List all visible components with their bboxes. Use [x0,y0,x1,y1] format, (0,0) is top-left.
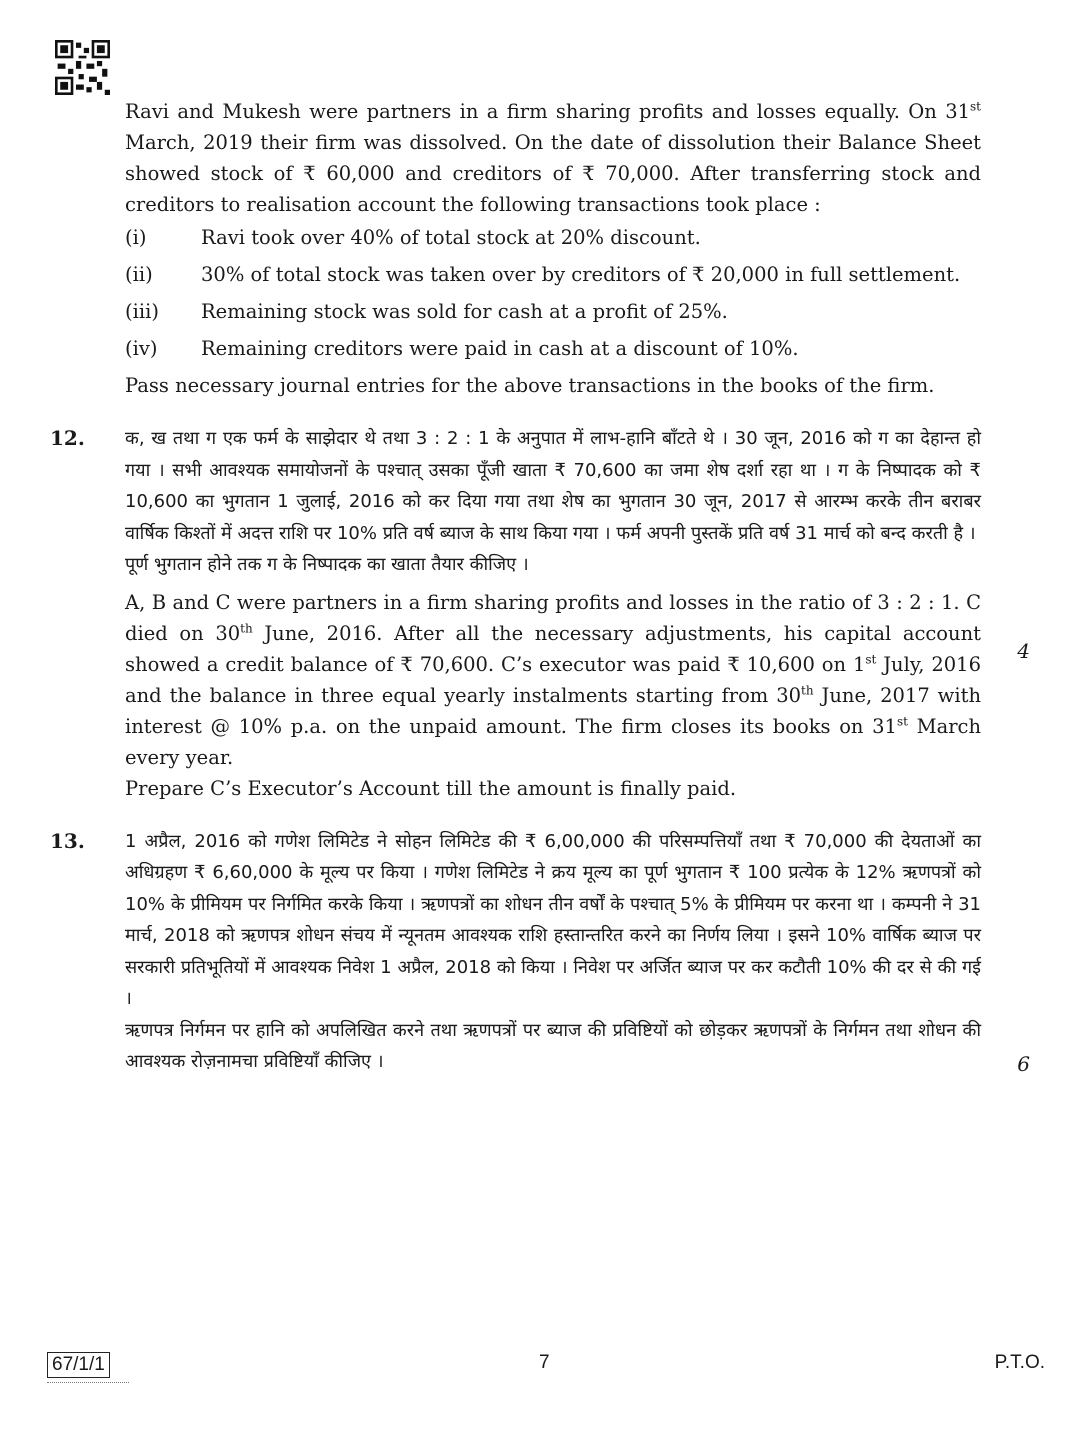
question-13-hindi-instruction: ऋणपत्र निर्गमन पर हानि को अपलिखित करने तथा ऋणपत्रों पर ब्याज की प्रविष्टियों को छोड़कर ऋणपत्रों के निर्गमन तथा शोधन की आवश्यक रोज़नामचा प्रविष्टियाँ कीजिए । [125,1019,981,1072]
page-footer [47,1352,1045,1382]
question-12 [50,423,1040,804]
question-12-english-instruction: Prepare C’s Executor’s Account till the amount is finally paid. [125,776,737,800]
page-content [50,96,1040,1078]
question-11-paragraph: Ravi and Mukesh were partners in a firm sharing profits and losses equally. On 31st March, 2019 their firm was dissolved. On the date of dissolution their Balance Sheet showed stock of ₹ 60,000 and creditors of ₹ 70,000. After transferring stock and creditors to realisation account the following transactions took place : [125,99,981,216]
list-item: (iii) Remaining stock was sold for cash at a profit of 25%. [125,300,728,323]
question-number: 13. [50,828,85,853]
qr-code [55,40,110,95]
question-11-continued [50,96,1040,401]
question-12-english-paragraph: A, B and C were partners in a firm sharing profits and losses in the ratio of 3 : 2 : 1. C died on 30th June, 2016. After all the necessary adjustments, his capital account showed a credit balance of ₹ 70,600. C’s executor was paid ₹ 10,600 on 1st July, 2016 and the balance in three equal yearly instalments starting from 30th June, 2017 with interest @ 10% p.a. on the unpaid amount. The firm closes its books on 31st March every year. [125,590,982,769]
question-11-transactions [125,222,981,364]
question-12-hindi-paragraph: क, ख तथा ग एक फर्म के साझेदार थे तथा 3 : 2 : 1 के अनुपात में लाभ-हानि बाँटते थे । 30 जून, 2016 को ग का देहान्त हो गया । सभी आवश्यक समायोजनों के पश्चात् उसका पूँजी खाता ₹ 70,600 का जमा शेष दर्शा रहा था । ग के निष्पादक को ₹ 10,600 का भुगतान 1 जुलाई, 2016 को कर दिया गया तथा शेष का भुगतान 30 जून, 2017 से आरम्भ करके तीन बराबर वार्षिक किश्तों में अदत्त राशि पर 10% प्रति वर्ष ब्याज के साथ किया गया । फर्म अपनी पुस्तकें प्रति वर्ष 31 मार्च को बन्द करती है । [125,428,981,544]
question-12-hindi-instruction: पूर्ण भुगतान होने तक ग के निष्पादक का खाता तैयार कीजिए । [125,554,529,575]
question-13-hindi-paragraph: 1 अप्रैल, 2016 को गणेश लिमिटेड ने सोहन लिमिटेड की ₹ 6,00,000 की परिसम्पत्तियाँ तथा ₹ 70,000 की देयताओं का अधिग्रहण ₹ 6,60,000 के मूल्य पर किया । गणेश लिमिटेड ने क्रय मूल्य का पूर्ण भुगतान ₹ 100 प्रत्येक के 12% ऋणपत्रों को 10% के प्रीमियम पर निर्गमित करके किया । ऋणपत्रों का शोधन तीन वर्षों के पश्चात् 5% के प्रीमियम पर करना था । कम्पनी ने 31 मार्च, 2018 को ऋणपत्र शोधन संचय में न्यूनतम आवश्यक राशि हस्तान्तरित करने का निर्णय लिया । इसने 10% वार्षिक ब्याज पर सरकारी प्रतिभूतियों में आवश्यक निवेश 1 अप्रैल, 2018 को किया । निवेश पर अर्जित ब्याज पर कर कटौती 10% की दर से की गई । [125,830,981,1009]
paper-code: 67/1/1 [47,1352,110,1378]
code-strip [47,1382,129,1387]
list-item: (iv) Remaining creditors were paid in cash at a discount of 10%. [125,337,799,360]
marks: 4 [1017,639,1030,663]
question-13 [50,826,1040,1078]
question-11-instruction: Pass necessary journal entries for the above transactions in the books of the firm. [125,374,935,397]
pto-label: P.T.O. [994,1352,1045,1373]
question-number: 12. [50,426,85,450]
page-number: 7 [539,1352,550,1373]
marks: 6 [1017,1051,1030,1076]
list-item: (ii) 30% of total stock was taken over by creditors of ₹ 20,000 in full settlement. [125,263,961,286]
list-item: (i) Ravi took over 40% of total stock at 20% discount. [125,226,701,249]
